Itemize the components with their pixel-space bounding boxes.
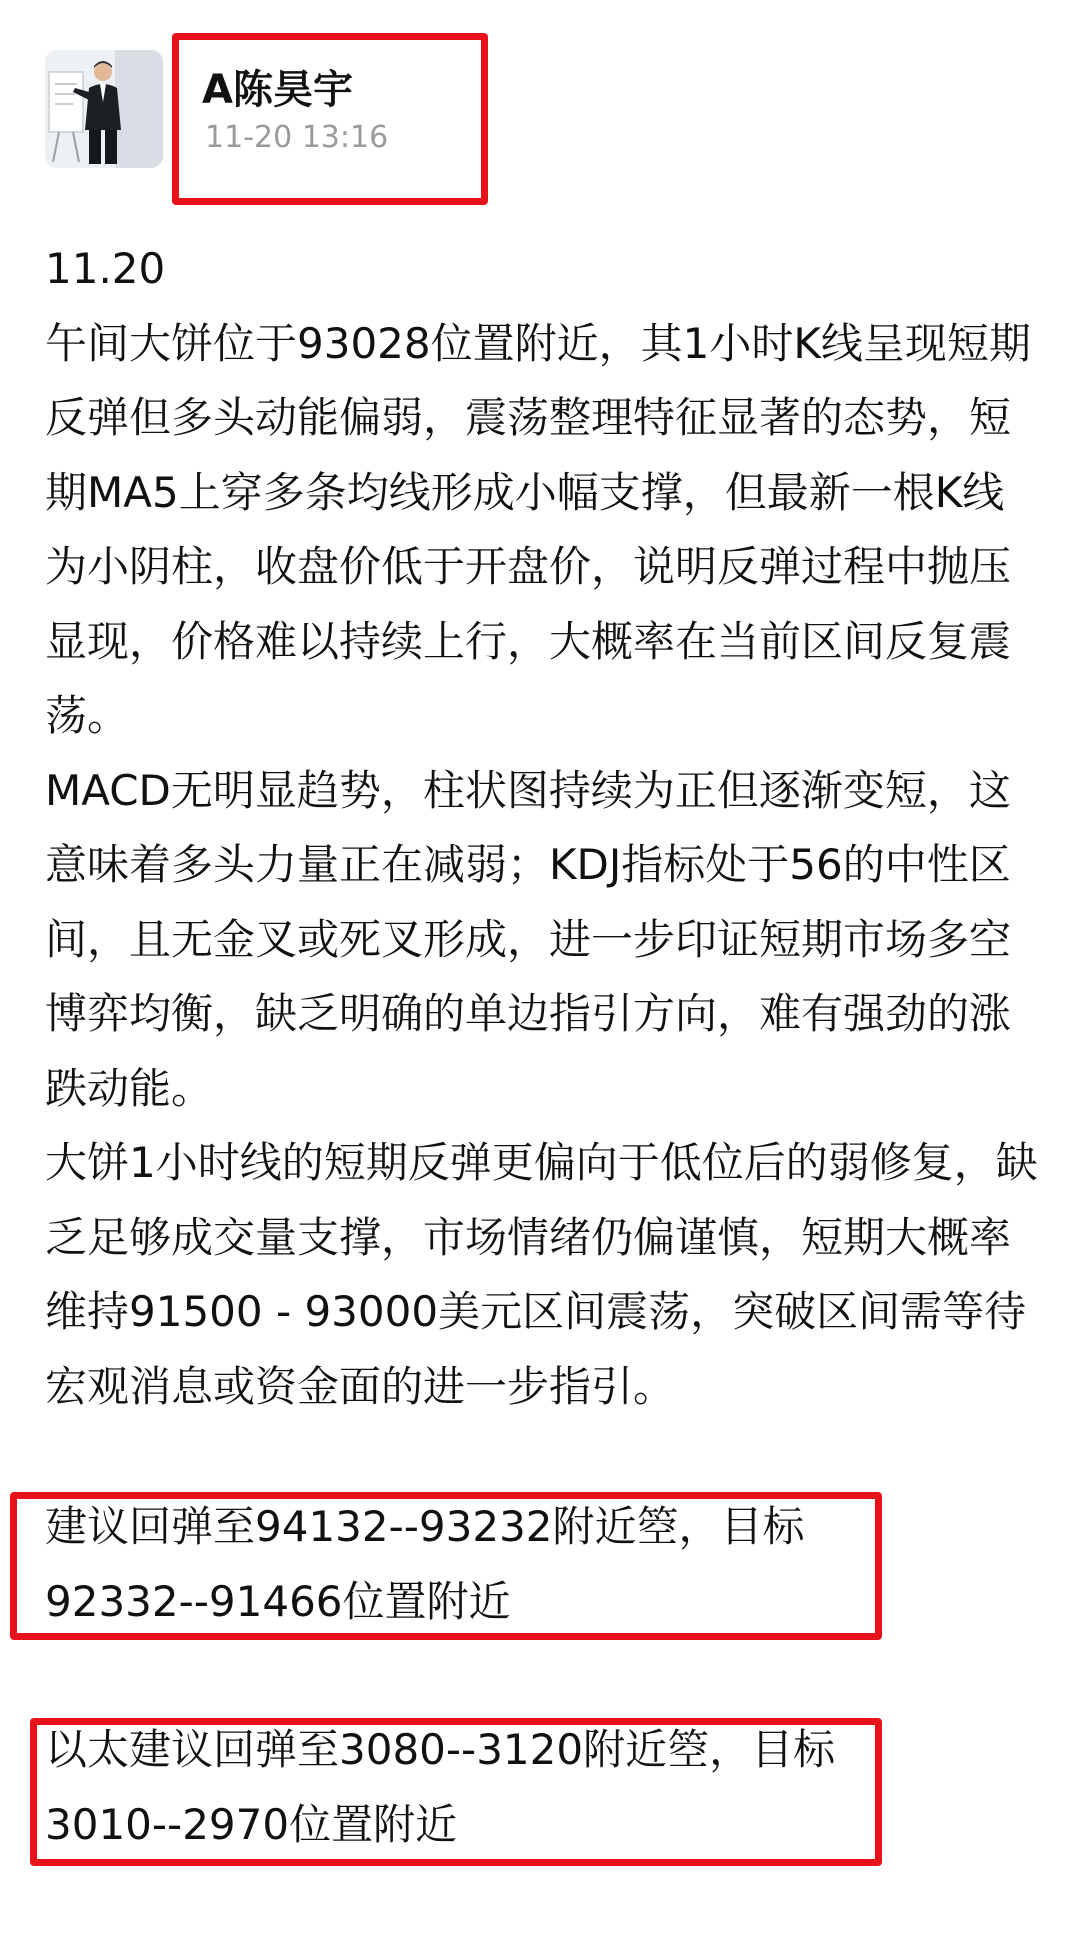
post-content xyxy=(45,232,1040,1424)
post-timestamp: 11-20 13:16 xyxy=(205,120,389,155)
eth-trade-tip xyxy=(45,1713,835,1862)
author-avatar[interactable] xyxy=(45,50,163,168)
btc-trade-tip xyxy=(45,1490,805,1639)
author-name[interactable]: A陈昊宇 xyxy=(202,67,353,113)
paragraph-price-analysis: 午间大饼位于93028位置附近，其1小时K线呈现短期反弹但多头动能偏弱，震荡整理特征显著的态势，短期MA5上穿多条均线形成小幅支撑，但最新一根K线为小阴柱，收盘价低于开盘价，说明反弹过程中抛压显现，价格难以持续上行，大概率在当前区间反复震荡。 xyxy=(45,318,1031,740)
btc-tip-line-2: 92332--91466位置附近 xyxy=(45,1576,511,1626)
eth-tip-line-1: 以太建议回弹至3080--3120附近箜，目标 xyxy=(45,1725,836,1774)
paragraph-indicator-analysis: MACD无明显趋势，柱状图持续为正但逐渐变短，这意味着多头力量正在减弱；KDJ指标处于56的中性区间，且无金叉或死叉形成，进一步印证短期市场多空博弈均衡，缺乏明确的单边指引方向，难有强劲的涨跌动能。 xyxy=(45,765,1012,1113)
paragraph-outlook: 大饼1小时线的短期反弹更偏向于低位后的弱修复，缺乏足够成交量支撑，市场情绪仍偏谨慎，短期大概率维持91500 - 93000美元区间震荡，突破区间需等待宏观消息或资金面的进一步指引。 xyxy=(45,1138,1038,1411)
post-date: 11.20 xyxy=(45,244,166,293)
btc-tip-line-1: 建议回弹至94132--93232附近箜，目标 xyxy=(45,1502,805,1551)
eth-tip-line-2: 3010--2970位置附近 xyxy=(45,1799,458,1849)
person-presenting-whiteboard-icon xyxy=(45,50,163,168)
